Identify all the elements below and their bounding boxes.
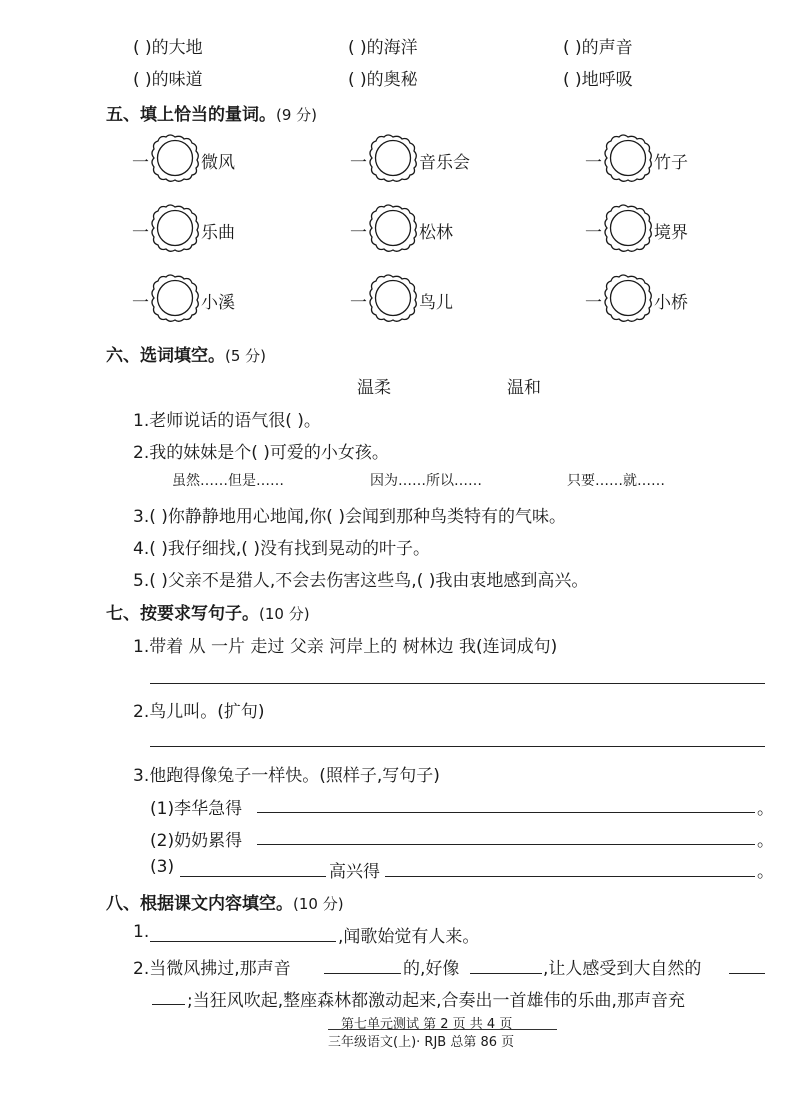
answer-line-7-3-1[interactable] <box>257 812 755 813</box>
question-8-1-number: 1. <box>133 922 150 942</box>
word-choice-wenhe: 温和 <box>507 378 541 398</box>
question-6-3[interactable]: 3.( )你静静地用心地闻,你( )会闻到那种鸟类特有的气味。 <box>133 507 566 527</box>
section7-heading <box>106 599 310 624</box>
footer-divider <box>328 1029 557 1030</box>
section5-points: (9 分) <box>276 106 318 124</box>
section6-points: (5 分) <box>225 347 267 365</box>
measure-prefix: 一 <box>132 153 149 173</box>
question-8-2-part-b: 的,好像 <box>403 959 460 979</box>
fill-blank-dadi[interactable]: ( )的大地 <box>133 38 203 58</box>
measure-prefix: 一 <box>585 293 602 313</box>
measure-word-circle[interactable] <box>151 204 199 252</box>
measure-word-circle[interactable] <box>369 204 417 252</box>
measure-item-xiaoqiao: 小桥 <box>654 293 688 313</box>
measure-item-xiaoxi: 小溪 <box>201 293 235 313</box>
section5-title: 五、填上恰当的量词。 <box>106 105 276 125</box>
question-8-2-part-d: ;当狂风吹起,整座森林都激动起来,合奏出一首雄伟的乐曲,那声音充 <box>187 991 685 1011</box>
measure-item-zhuzi: 竹子 <box>654 153 688 173</box>
answer-line-7-3-2[interactable] <box>257 844 755 845</box>
answer-line-7-2[interactable] <box>150 746 765 747</box>
question-8-2-part-c: ,让人感受到大自然的 <box>543 959 702 979</box>
question-7-1: 1.带着 从 一片 走过 父亲 河岸上的 树林边 我(连词成句) <box>133 637 558 657</box>
section8-heading <box>106 889 344 914</box>
measure-word-circle[interactable] <box>151 134 199 182</box>
conjunction-zhiyao: 只要……就…… <box>567 473 665 489</box>
answer-line-8-2d[interactable] <box>152 1004 185 1005</box>
word-choice-wenrou: 温柔 <box>357 378 391 398</box>
question-8-1-text: ,闻歌始觉有人来。 <box>338 927 480 947</box>
question-6-5[interactable]: 5.( )父亲不是猎人,不会去伤害这些鸟,( )我由衷地感到高兴。 <box>133 571 589 591</box>
footer-book-info: 三年级语文(上)· RJB 总第 86 页 <box>328 1035 515 1050</box>
measure-prefix: 一 <box>350 293 367 313</box>
answer-line-7-3-3b[interactable] <box>385 876 755 877</box>
measure-item-yuequ: 乐曲 <box>201 223 235 243</box>
question-7-3: 3.他跑得像兔子一样快。(照样子,写句子) <box>133 766 440 786</box>
answer-line-7-1[interactable] <box>150 683 765 684</box>
section5-heading <box>106 100 317 125</box>
section8-title: 八、根据课文内容填空。 <box>106 894 293 914</box>
section7-points: (10 分) <box>259 605 310 623</box>
section6-heading <box>106 341 266 366</box>
footer-page-info: 第七单元测试 第 2 页 共 4 页 <box>341 1017 513 1032</box>
sentence-7-3-2-label: (2)奶奶累得 <box>150 831 243 851</box>
answer-line-8-1[interactable] <box>150 941 336 942</box>
measure-item-niaoer: 鸟儿 <box>419 293 453 313</box>
fill-blank-huxi[interactable]: ( )地呼吸 <box>563 70 633 90</box>
fill-blank-weidao[interactable]: ( )的味道 <box>133 70 203 90</box>
sentence-7-3-1-label: (1)李华急得 <box>150 799 243 819</box>
fill-blank-haiyang[interactable]: ( )的海洋 <box>348 38 418 58</box>
measure-word-circle[interactable] <box>151 274 199 322</box>
measure-word-circle[interactable] <box>604 134 652 182</box>
sentence-7-3-3-label: (3) <box>150 857 175 877</box>
question-8-2-part-a: 2.当微风拂过,那声音 <box>133 959 291 979</box>
question-6-4[interactable]: 4.( )我仔细找,( )没有找到晃动的叶子。 <box>133 539 430 559</box>
period: 。 <box>757 862 774 882</box>
measure-prefix: 一 <box>132 293 149 313</box>
period: 。 <box>757 831 774 851</box>
section6-title: 六、选词填空。 <box>106 346 225 366</box>
section7-title: 七、按要求写句子。 <box>106 604 259 624</box>
conjunction-yinwei: 因为……所以…… <box>370 473 482 489</box>
measure-item-songlin: 松林 <box>419 223 453 243</box>
sentence-7-3-3-mid: 高兴得 <box>329 862 380 882</box>
measure-word-circle[interactable] <box>604 204 652 252</box>
measure-item-jingjie: 境界 <box>654 223 688 243</box>
measure-prefix: 一 <box>585 223 602 243</box>
measure-word-circle[interactable] <box>369 274 417 322</box>
measure-prefix: 一 <box>350 223 367 243</box>
answer-line-8-2b[interactable] <box>470 973 542 974</box>
conjunction-suiran: 虽然……但是…… <box>172 473 284 489</box>
measure-prefix: 一 <box>350 153 367 173</box>
measure-prefix: 一 <box>132 223 149 243</box>
measure-item-yinyuehui: 音乐会 <box>419 153 470 173</box>
answer-line-7-3-3a[interactable] <box>180 876 326 877</box>
fill-blank-aomi[interactable]: ( )的奥秘 <box>348 70 418 90</box>
question-7-2: 2.鸟儿叫。(扩句) <box>133 702 265 722</box>
fill-blank-shengyin[interactable]: ( )的声音 <box>563 38 633 58</box>
question-6-1[interactable]: 1.老师说话的语气很( )。 <box>133 411 321 431</box>
answer-line-8-2a[interactable] <box>324 973 401 974</box>
answer-line-8-2c[interactable] <box>729 973 765 974</box>
period: 。 <box>757 799 774 819</box>
measure-prefix: 一 <box>585 153 602 173</box>
measure-word-circle[interactable] <box>604 274 652 322</box>
section8-points: (10 分) <box>293 895 344 913</box>
measure-item-weifeng: 微风 <box>201 153 235 173</box>
question-6-2[interactable]: 2.我的妹妹是个( )可爱的小女孩。 <box>133 443 389 463</box>
measure-word-circle[interactable] <box>369 134 417 182</box>
